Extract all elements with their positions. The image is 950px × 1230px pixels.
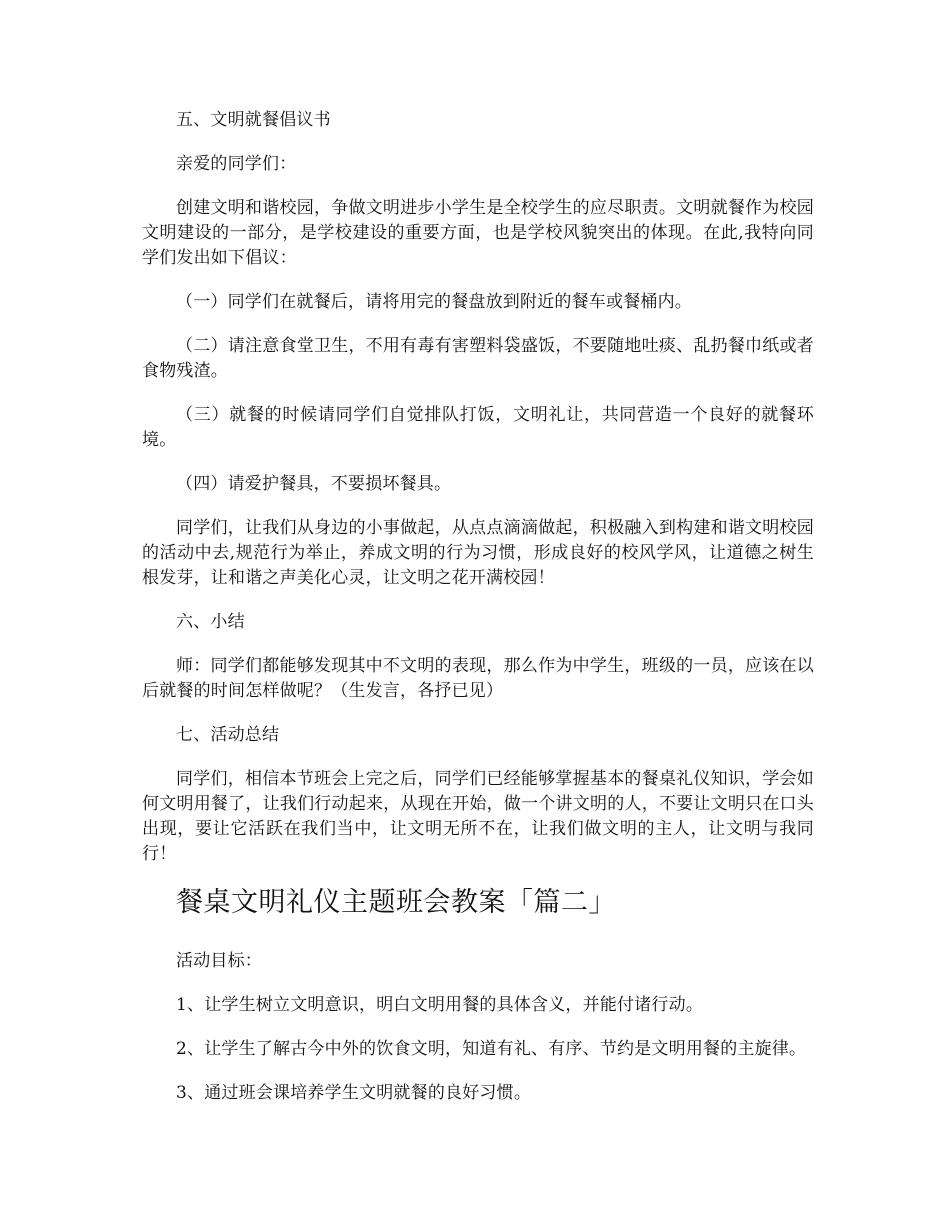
goal-item-3: 3、通过班会课培养学生文明就餐的良好习惯。 <box>176 1083 532 1103</box>
section-title-activity-summary: 七、活动总结 <box>176 725 280 745</box>
document-body <box>142 108 814 1125</box>
proposal-item-3: （三）就餐的时候请同学们自觉排队打饭，文明礼让，共同营造一个良好的就餐环境。 <box>142 405 814 450</box>
section-title-proposal: 五、文明就餐倡议书 <box>176 110 331 130</box>
summary-paragraph: 师：同学们都能够发现其中不文明的表现，那么作为中学生，班级的一员，应该在以后就餐的时间怎样做呢？（生发言，各抒已见） <box>142 656 814 701</box>
proposal-item-2: （二）请注意食堂卫生，不用有毒有害塑料袋盛饭，不要随地吐痰、乱扔餐巾纸或者食物残渣。 <box>142 336 814 381</box>
proposal-item-1: （一）同学们在就餐后，请将用完的餐盘放到附近的餐车或餐桶内。 <box>176 292 692 312</box>
proposal-intro-paragraph: 创建文明和谐校园，争做文明进步小学生是全校学生的应尽职责。文明就餐作为校园文明建设的一部分，是学校建设的重要方面，也是学校风貌突出的体现。在此,我特向同学们发出如下倡议： <box>142 198 814 268</box>
goals-label: 活动目标： <box>176 951 262 971</box>
goal-item-2: 2、让学生了解古今中外的饮食文明，知道有礼、有序、节约是文明用餐的主旋律。 <box>176 1039 807 1059</box>
part2-heading: 餐桌文明礼仪主题班会教案「篇二」 <box>176 887 616 918</box>
section-title-summary: 六、小结 <box>176 612 245 632</box>
activity-summary-paragraph: 同学们，相信本节班会上完之后，同学们已经能够掌握基本的餐桌礼仪知识，学会如何文明用餐了，让我们行动起来，从现在开始，做一个讲文明的人，不要让文明只在口头出现，要让它活跃在我们当中，让文明无所不在，让我们做文明的主人，让文明与我同行！ <box>142 769 814 864</box>
proposal-item-4: （四）请爱护餐具，不要损坏餐具。 <box>176 474 452 494</box>
greeting-paragraph: 亲爱的同学们： <box>176 154 297 174</box>
goal-item-1: 1、让学生树立文明意识，明白文明用餐的具体含义，并能付诸行动。 <box>176 995 704 1015</box>
proposal-closing-paragraph: 同学们，让我们从身边的小事做起，从点点滴滴做起，积极融入到构建和谐文明校园的活动中去,规范行为举止，养成文明的行为习惯，形成良好的校风学风，让道德之树生根发芽，让和谐之声美化心灵，让文明之花开满校园！ <box>142 518 814 588</box>
